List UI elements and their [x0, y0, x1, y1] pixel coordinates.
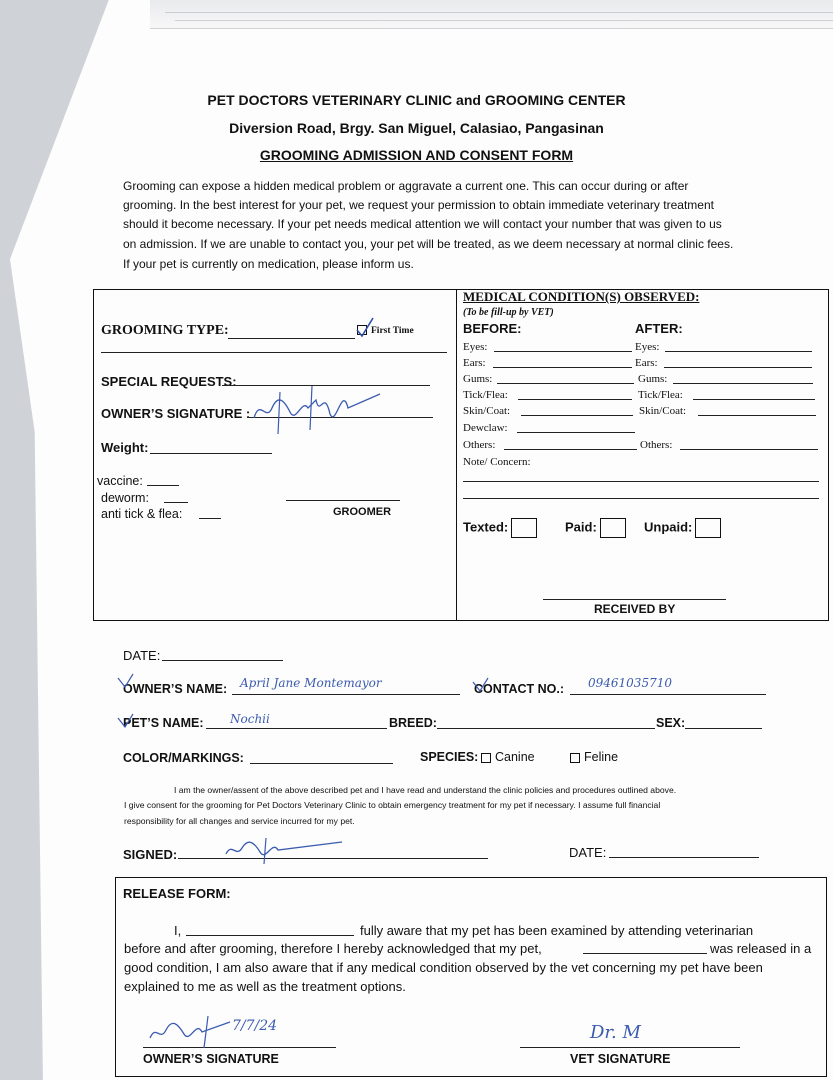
dewclaw-field[interactable] [517, 432, 635, 433]
intro-line: Grooming can expose a hidden medical problem or aggravate a current one. This can occur during or after [123, 179, 689, 193]
sex-label: SEX: [656, 716, 686, 730]
checkbox-icon [481, 753, 491, 763]
date2-label: DATE: [569, 845, 607, 860]
before-others-label: Others: [463, 439, 496, 451]
signature-scribble-icon [146, 1012, 236, 1052]
after-tick-label: Tick/Flea: [638, 389, 683, 401]
consent-line: I give consent for the grooming for Pet Doctors Veterinary Clinic to obtain emergency treatment for my pet if necessary. I assume full financial [124, 800, 661, 810]
box-divider [456, 289, 457, 621]
after-gums-field[interactable] [673, 383, 813, 384]
intro-line: on admission. If we are unable to contact you, your pet will be treated, as we deem necessary at normal clinic fees. [123, 237, 734, 251]
groomer-label: GROOMER [333, 506, 392, 518]
dewclaw-label: Dewclaw: [463, 422, 508, 434]
before-others-field[interactable] [504, 449, 637, 450]
check-mark-icon [470, 676, 490, 694]
clinic-name: PET DOCTORS VETERINARY CLINIC and GROOMING CENTER [207, 92, 626, 108]
after-heading: AFTER: [635, 321, 683, 336]
release-name-field[interactable] [186, 935, 354, 936]
before-ears-field[interactable] [493, 367, 632, 368]
owner-name-label: OWNER’S NAME: [123, 682, 228, 696]
after-gums-label: Gums: [638, 373, 668, 385]
anti-tick-label: anti tick & flea: [101, 507, 183, 521]
received-by-line[interactable] [543, 599, 726, 600]
after-ears-field[interactable] [664, 367, 812, 368]
owner-signature-label: OWNER’S SIGNATURE : [101, 406, 251, 421]
release-text-2b: was released in a [710, 941, 812, 956]
release-date-written: 7/7/24 [232, 1018, 278, 1034]
note-field-1[interactable] [463, 481, 819, 482]
unpaid-label: Unpaid: [644, 519, 693, 535]
before-ears-label: Ears: [463, 357, 486, 369]
before-heading: BEFORE: [463, 321, 522, 336]
deworm-label: deworm: [101, 491, 149, 505]
paid-box [600, 518, 626, 538]
check-mark-icon [355, 316, 375, 340]
page-edge [150, 0, 833, 29]
first-time-label: First Time [371, 326, 414, 336]
page-edge-line [175, 20, 833, 21]
owner-signature-caption: OWNER’S SIGNATURE [143, 1052, 279, 1066]
paid-label: Paid: [565, 519, 597, 535]
canine-label: Canine [495, 750, 535, 764]
owner-name-value: April Jane Montemayor [240, 676, 382, 690]
species-label: SPECIES: [420, 750, 479, 764]
medical-condition-title: MEDICAL CONDITION(S) OBSERVED: [463, 289, 700, 304]
intro-line: grooming. In the best interest for your pet, we request your permission to obtain immediate veterinary treatment [123, 198, 714, 212]
check-mark-icon [115, 672, 135, 690]
vaccine-field[interactable] [147, 485, 179, 486]
before-skin-field[interactable] [521, 415, 633, 416]
pet-name-label: PET’S NAME: [123, 716, 204, 730]
before-gums-field[interactable] [497, 383, 634, 384]
date-label: DATE: [123, 648, 161, 663]
release-text-3: good condition, I am also aware that if any medical condition observed by the vet concerning my pet have been [124, 960, 763, 975]
contact-label: CONTACT NO.: [474, 682, 565, 696]
color-markings-label: COLOR/MARKINGS: [123, 751, 244, 765]
pet-name-value: Nochii [230, 712, 270, 726]
signed-label: SIGNED: [123, 847, 178, 862]
grooming-type-label: GROOMING TYPE: [101, 323, 229, 338]
sex-field[interactable] [685, 728, 762, 729]
weight-field[interactable] [150, 453, 272, 454]
texted-label: Texted: [463, 519, 509, 535]
release-i: I, [174, 923, 182, 938]
vaccine-label: vaccine: [97, 474, 143, 488]
before-eyes-label: Eyes: [463, 341, 488, 353]
after-skin-field[interactable] [698, 415, 816, 416]
feline-label: Feline [584, 750, 619, 764]
pet-name-field[interactable] [206, 728, 387, 729]
grooming-type-field[interactable] [228, 338, 355, 339]
release-text-1: fully aware that my pet has been examined by attending veterinarian [360, 923, 754, 938]
texted-checkbox[interactable] [463, 518, 537, 538]
intro-line: If your pet is currently on medication, please inform us. [123, 257, 414, 271]
date2-field[interactable] [609, 857, 759, 858]
consent-line: I am the owner/assent of the above described pet and I have read and understand the clinic policies and procedures outlined above. [174, 785, 677, 795]
before-eyes-field[interactable] [494, 351, 632, 352]
received-by-label: RECEIVED BY [594, 602, 676, 616]
check-mark-icon [115, 712, 135, 730]
before-tick-label: Tick/Flea: [463, 389, 508, 401]
medical-condition-subtitle: (To be fill-up by VET) [463, 307, 554, 318]
color-markings-field[interactable] [250, 763, 393, 764]
page-edge-line [165, 12, 833, 13]
canine-option[interactable] [481, 750, 535, 764]
anti-tick-field[interactable] [199, 518, 221, 519]
feline-option[interactable] [570, 750, 618, 764]
weight-label: Weight: [101, 440, 149, 455]
after-ears-label: Ears: [635, 357, 658, 369]
contact-value: 09461035710 [588, 676, 672, 690]
after-eyes-label: Eyes: [635, 341, 660, 353]
after-skin-label: Skin/Coat: [639, 405, 687, 417]
intro-line: should it become necessary. If your pet needs medical attention we will contact your number that was given to us [123, 217, 722, 231]
texted-box [511, 518, 537, 538]
grooming-type-field-2[interactable] [101, 352, 447, 353]
groomer-line[interactable] [286, 500, 400, 501]
signature-scribble-icon [222, 834, 352, 868]
vet-written: Dr. M [590, 1022, 641, 1043]
vet-signature-line[interactable] [520, 1047, 740, 1048]
paid-checkbox[interactable] [565, 518, 626, 538]
deworm-field[interactable] [164, 502, 188, 503]
special-requests-label: SPECIAL REQUESTS: [101, 374, 237, 389]
note-field-2[interactable] [463, 498, 819, 499]
after-tick-field[interactable] [693, 399, 815, 400]
clinic-address: Diversion Road, Brgy. San Miguel, Calasiao, Pangasinan [229, 120, 604, 136]
before-skin-label: Skin/Coat: [463, 405, 511, 417]
signature-scribble-icon [250, 378, 390, 438]
form-title: GROOMING ADMISSION AND CONSENT FORM [259, 147, 574, 163]
owner-name-field[interactable] [232, 694, 460, 695]
vet-signature-caption: VET SIGNATURE [570, 1052, 671, 1066]
after-others-field[interactable] [680, 449, 818, 450]
before-gums-label: Gums: [463, 373, 493, 385]
after-others-label: Others: [640, 439, 673, 451]
release-pet-field[interactable] [583, 953, 707, 954]
consent-line: responsibility for all changes and service incurred for my pet. [124, 816, 355, 826]
before-tick-field[interactable] [518, 399, 632, 400]
release-title: RELEASE FORM: [123, 886, 231, 901]
date-field[interactable] [162, 660, 283, 661]
breed-field[interactable] [437, 728, 655, 729]
note-label: Note/ Concern: [463, 456, 531, 468]
release-text-2a: before and after grooming, therefore I hereby acknowledged that my pet, [124, 941, 542, 956]
release-text-4: explained to me as well as the treatment options. [124, 979, 406, 994]
unpaid-checkbox[interactable] [644, 518, 721, 538]
contact-field[interactable] [570, 694, 766, 695]
checkbox-icon [570, 753, 580, 763]
after-eyes-field[interactable] [665, 351, 812, 352]
breed-label: BREED: [389, 716, 437, 730]
unpaid-box [695, 518, 721, 538]
